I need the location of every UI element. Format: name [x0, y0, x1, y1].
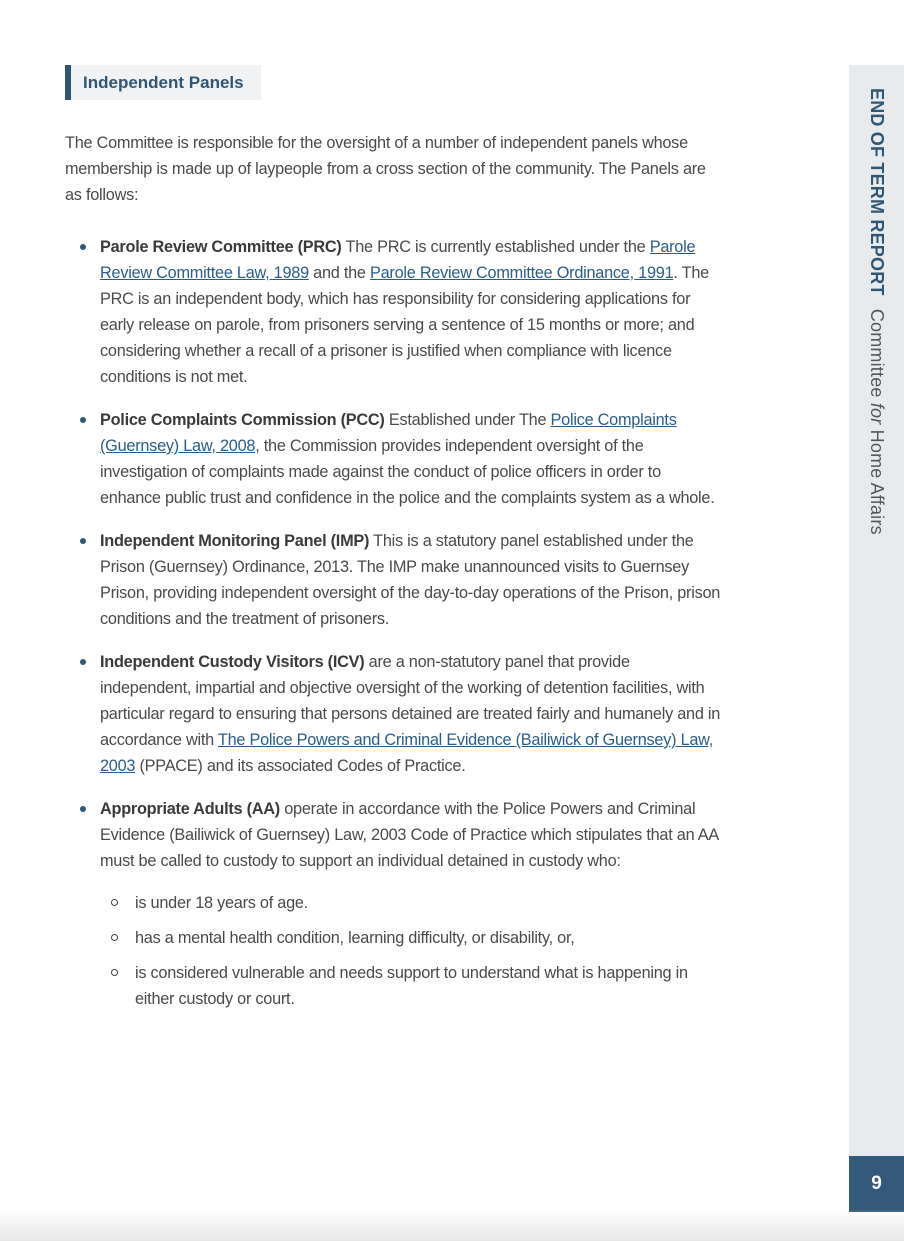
list-item-imp: [65, 528, 725, 632]
panel-text: and the: [308, 264, 371, 282]
bullet-icon: [80, 538, 86, 544]
intro-paragraph: The Committee is responsible for the oversight of a number of independent panels whose membership is made up of laypeople from a cross section of the community. The Panels are as follows:: [65, 134, 706, 204]
panel-term: Independent Monitoring Panel (IMP): [100, 532, 370, 550]
link-ppace-law[interactable]: The Police Powers and Criminal Evidence (Bailiwick of Guernsey) Law, 2003: [100, 731, 714, 775]
running-header: [866, 88, 887, 535]
document-body: [65, 130, 725, 1029]
panel-text: The PRC is currently established under the: [341, 238, 650, 256]
sub-list-item: [100, 960, 725, 1012]
link-parole-review-committee-ordinance[interactable]: Parole Review Committee Ordinance, 1991: [370, 264, 674, 282]
committee-name: [867, 309, 887, 535]
link-police-complaints-law[interactable]: Police Complaints (Guernsey) Law, 2008: [100, 411, 677, 455]
bullet-icon: [80, 659, 86, 665]
committee-name-pre: Committee: [867, 308, 887, 403]
panel-term: Parole Review Committee (PRC): [100, 238, 342, 256]
list-item-prc: [65, 234, 725, 390]
hollow-bullet-icon: [111, 899, 118, 906]
panel-term: Police Complaints Commission (PCC): [100, 411, 385, 429]
page-bottom-shadow: [0, 1209, 904, 1241]
panel-text: (PPACE) and its associated Codes of Practice.: [135, 757, 466, 775]
panel-term: Independent Custody Visitors (ICV): [100, 653, 365, 671]
panels-list: [65, 234, 725, 1012]
section-heading-text: Independent Panels: [83, 72, 244, 92]
panel-text: , the Commission provides independent oversight of the investigation of complaints made against the conduct of police officers in order to enhance public trust and confidence in the police and the complaints system as a whole.: [100, 437, 715, 507]
hollow-bullet-icon: [111, 934, 118, 941]
sub-list-item: [100, 925, 725, 951]
panel-text: operate in accordance with the Police Powers and Criminal Evidence (Bailiwick of Guernsey) Law, 2003 Code of Practice which stipulates that an AA must be called to custody to support an individual detained in custody who:: [100, 800, 719, 870]
panel-term: Appropriate Adults (AA): [100, 800, 280, 818]
bullet-icon: [80, 806, 86, 812]
panel-text: . The PRC is an independent body, which has responsibility for considering applications for early release on parole, from prisoners serving a sentence of 15 months or more; and considering whether a recall of a prisoner is justified when compliance with licence conditions is not met.: [100, 264, 709, 386]
panel-text: This is a statutory panel established under the Prison (Guernsey) Ordinance, 2013. The IMP make unannounced visits to Guernsey Prison, providing independent oversight of the day-to-day operations of the Prison, prison conditions and the treatment of prisoners.: [100, 532, 721, 628]
bullet-icon: [80, 417, 86, 423]
panel-text: are a non-statutory panel that provide independent, impartial and objective oversight of the working of detention facilities, with particular regard to ensuring that persons detained are treated fairly and humanely and in accordance with: [100, 653, 721, 749]
sub-item-text: is considered vulnerable and needs support to understand what is happening in either custody or court.: [135, 964, 688, 1008]
sub-list-item: [100, 890, 725, 916]
panel-text: Established under The: [384, 411, 551, 429]
list-item-icv: [65, 649, 725, 779]
aa-criteria-list: [100, 890, 725, 1012]
committee-name-for: for: [867, 402, 887, 425]
section-heading: [65, 65, 261, 100]
page-number-text: 9: [871, 1173, 882, 1194]
sub-item-text: has a mental health condition, learning difficulty, or disability, or,: [135, 929, 575, 947]
sub-item-text: is under 18 years of age.: [135, 894, 308, 912]
report-title: END OF TERM REPORT: [867, 88, 887, 296]
list-item-aa: [65, 796, 725, 1012]
committee-name-post: Home Affairs: [867, 424, 887, 535]
list-item-pcc: [65, 407, 725, 511]
hollow-bullet-icon: [111, 969, 118, 976]
link-parole-review-committee-law[interactable]: Parole Review Committee Law, 1989: [100, 238, 696, 282]
page-number: [849, 1156, 904, 1212]
bullet-icon: [80, 244, 86, 250]
